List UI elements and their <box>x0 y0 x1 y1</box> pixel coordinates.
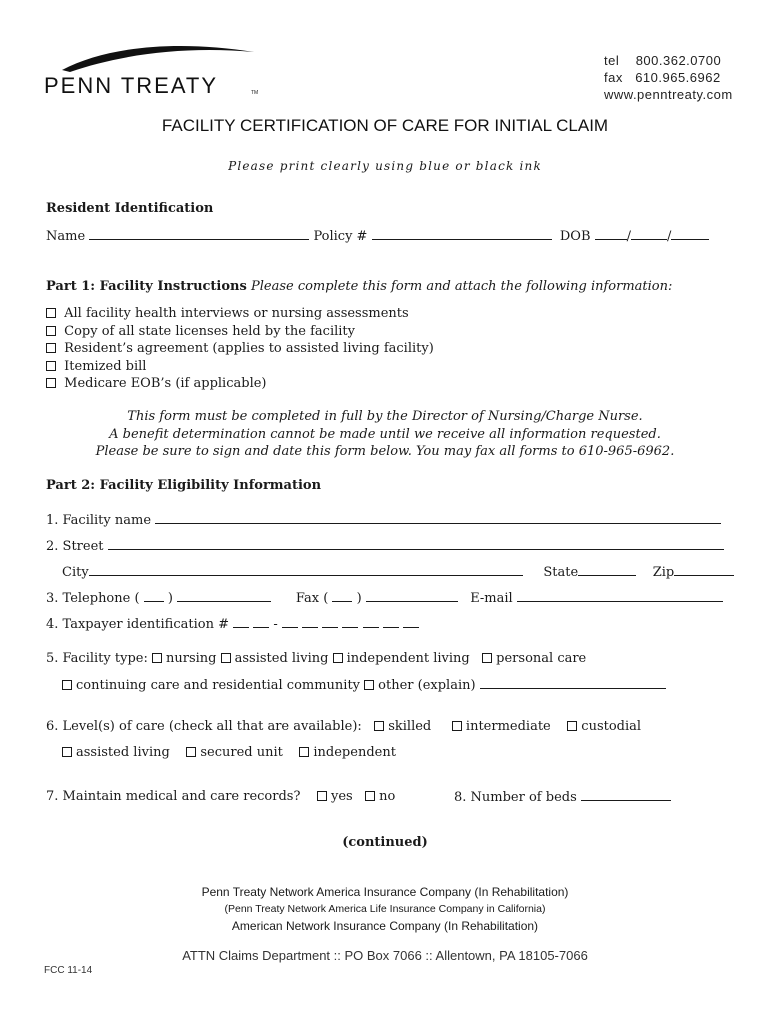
tin-digit-field[interactable] <box>282 616 298 628</box>
dob-label: DOB <box>559 229 591 244</box>
checkbox-custodial[interactable] <box>567 721 577 731</box>
city-row: City State Zip <box>62 564 734 580</box>
fax-label: fax <box>604 70 623 85</box>
levels-row-2: assisted living secured unit independent <box>62 745 396 760</box>
checkbox-independent[interactable] <box>299 747 309 757</box>
facility-name-field[interactable] <box>155 512 721 524</box>
checkbox-secured-unit[interactable] <box>186 747 196 757</box>
footer-address: ATTN Claims Department :: PO Box 7066 :: Allentown, PA 18105-7066 <box>182 948 588 963</box>
resident-heading: Resident Identification <box>46 201 214 216</box>
facility-type-row-2: continuing care and residential community other (explain) <box>62 677 666 693</box>
part2-heading: Part 2: Facility Eligibility Information <box>46 478 322 493</box>
tin-digit-field[interactable] <box>383 616 399 628</box>
website-link[interactable]: www.penntreaty.com <box>604 87 733 102</box>
records-row: 7. Maintain medical and care records? yes no <box>46 789 396 804</box>
dob-day-field[interactable] <box>631 228 667 240</box>
resident-row: Name Policy # DOB / / <box>46 228 709 244</box>
beds-row: 8. Number of beds <box>454 789 671 805</box>
tin-digit-field[interactable] <box>363 616 379 628</box>
list-item: Itemized bill <box>46 358 434 376</box>
footer-company-block <box>0 884 770 935</box>
dob-month-field[interactable] <box>595 228 627 240</box>
tin-digit-field[interactable] <box>233 616 249 628</box>
checkbox[interactable] <box>46 378 56 388</box>
checkbox[interactable] <box>46 308 56 318</box>
list-item: Resident’s agreement (applies to assisted living facility) <box>46 340 434 358</box>
other-explain-field[interactable] <box>480 677 666 689</box>
facility-name-row: 1. Facility name <box>46 512 721 528</box>
part1-heading: Part 1: Facility Instructions <box>46 279 247 294</box>
name-field[interactable] <box>89 228 309 240</box>
logo-text: PENN TREATY <box>44 73 218 98</box>
continued-label: (continued) <box>342 835 428 850</box>
trademark-mark: TM <box>251 90 259 96</box>
zip-field[interactable] <box>674 564 734 576</box>
tin-digit-field[interactable] <box>302 616 318 628</box>
tel-label: tel <box>604 53 620 68</box>
levels-row: 6. Level(s) of care (check all that are available): skilled intermediate custodial <box>46 719 642 734</box>
checkbox-records-yes[interactable] <box>317 791 327 801</box>
city-field[interactable] <box>89 564 523 576</box>
checkbox[interactable] <box>46 343 56 353</box>
form-code: FCC 11-14 <box>44 965 93 976</box>
checkbox-continuing-care[interactable] <box>62 680 72 690</box>
street-field[interactable] <box>108 538 724 550</box>
street-row: 2. Street <box>46 538 724 554</box>
checkbox[interactable] <box>46 326 56 336</box>
part1-intro: Please complete this form and attach the following information: <box>250 279 673 294</box>
checkbox-nursing[interactable] <box>152 653 162 663</box>
tin-digit-field[interactable] <box>253 616 269 628</box>
state-field[interactable] <box>578 564 636 576</box>
telephone-field[interactable] <box>177 590 271 602</box>
checkbox-records-no[interactable] <box>365 791 375 801</box>
telephone-area-field[interactable] <box>144 590 164 602</box>
note-line: Please be sure to sign and date this form below. You may fax all forms to 610-965-6962. <box>95 444 675 459</box>
checkbox-intermediate[interactable] <box>452 721 462 731</box>
checkbox-personal-care[interactable] <box>482 653 492 663</box>
page-title: FACILITY CERTIFICATION OF CARE FOR INITIAL CLAIM <box>161 116 609 135</box>
footer-line-3: American Network Insurance Company (In Rehabilitation) <box>231 919 539 933</box>
policy-field[interactable] <box>372 228 552 240</box>
checkbox-assisted-living[interactable] <box>221 653 231 663</box>
checkbox-skilled[interactable] <box>374 721 384 731</box>
footer-line-1: Penn Treaty Network America Insurance Company (In Rehabilitation) <box>201 885 569 899</box>
instruction-notes <box>0 408 770 461</box>
tin-digit-field[interactable] <box>322 616 338 628</box>
note-line: A benefit determination cannot be made until we receive all information requested. <box>109 426 661 442</box>
checkbox-assisted-living-care[interactable] <box>62 747 72 757</box>
list-item: Medicare EOB’s (if applicable) <box>46 375 434 393</box>
email-field[interactable] <box>517 590 723 602</box>
tel-number: 800.362.0700 <box>635 53 722 68</box>
beds-field[interactable] <box>581 789 671 801</box>
attachment-list <box>46 305 434 393</box>
contact-row: 3. Telephone ( ) Fax ( ) E-mail <box>46 590 723 606</box>
part1-header <box>46 279 672 294</box>
tin-digit-field[interactable] <box>403 616 419 628</box>
tin-digit-field[interactable] <box>342 616 358 628</box>
checkbox-independent-living[interactable] <box>333 653 343 663</box>
list-item: All facility health interviews or nursing assessments <box>46 305 434 323</box>
fax-field[interactable] <box>366 590 458 602</box>
note-line: This form must be completed in full by the Director of Nursing/Charge Nurse. <box>127 409 643 424</box>
policy-label: Policy # <box>313 229 368 244</box>
checkbox-other[interactable] <box>364 680 374 690</box>
fax-number: 610.965.6962 <box>635 70 721 85</box>
footer-line-2: (Penn Treaty Network America Life Insurance Company in California) <box>224 903 546 915</box>
taxpayer-row: 4. Taxpayer identification # - <box>46 616 419 632</box>
checkbox[interactable] <box>46 361 56 371</box>
list-item: Copy of all state licenses held by the facility <box>46 323 434 341</box>
fax-area-field[interactable] <box>332 590 352 602</box>
facility-type-row: 5. Facility type: nursing assisted living independent living personal care <box>46 651 587 666</box>
name-label: Name <box>46 229 86 244</box>
page-subtitle: Please print clearly using blue or black ink <box>228 159 542 173</box>
dob-year-field[interactable] <box>671 228 709 240</box>
